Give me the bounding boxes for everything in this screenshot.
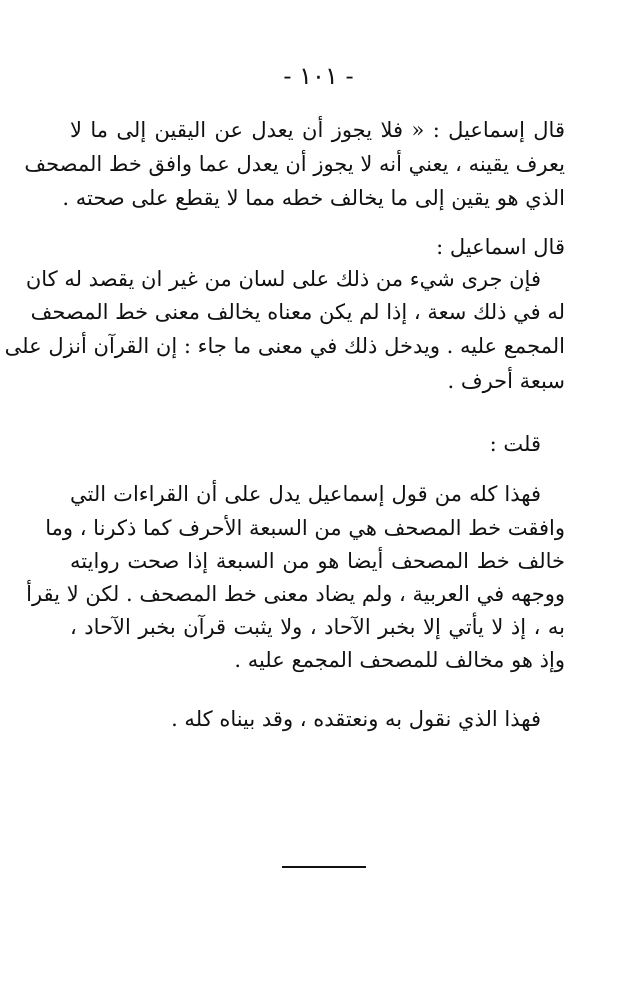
text-line: له في ذلك سعة ، إذا لم يكن معناه يخالف معنى خط المصحف bbox=[30, 300, 565, 324]
end-divider bbox=[282, 866, 366, 868]
text-line: قال إسماعيل : « فلا يجوز أن يعدل عن اليقين إلى ما لا bbox=[70, 118, 565, 142]
text-line: الذي هو يقين إلى ما يخالف خطه مما لا يقطع على صحته . bbox=[62, 186, 565, 210]
text-line: خالف خط المصحف أيضا هو من السبعة إذا صحت روايته bbox=[70, 549, 565, 573]
text-line: يعرف يقينه ، يعني أنه لا يجوز أن يعدل عما وافق خط المصحف bbox=[24, 152, 565, 176]
text-line: وإذ هو مخالف للمصحف المجمع عليه . bbox=[234, 648, 565, 672]
text-line: به ، إذ لا يأتي إلا بخبر الآحاد ، ولا يثبت قرآن بخبر الآحاد ، bbox=[70, 615, 565, 639]
text-line: المجمع عليه . ويدخل ذلك في معنى ما جاء : إن القرآن أنزل على bbox=[4, 334, 565, 358]
text-line: ووجهه في العربية ، ولم يضاد معنى خط المصحف . لكن لا يقرأ bbox=[26, 582, 565, 606]
page-number: - ١٠١ - bbox=[283, 62, 354, 90]
text-line: فهذا كله من قول إسماعيل يدل على أن القراءات التي bbox=[70, 482, 541, 506]
section-heading: قلت : bbox=[489, 432, 541, 456]
section-heading: قال اسماعيل : bbox=[436, 235, 565, 259]
text-line: وافقت خط المصحف هي من السبعة الأحرف كما ذكرنا ، وما bbox=[45, 516, 565, 540]
text-line: سبعة أحرف . bbox=[447, 369, 565, 393]
text-line: فهذا الذي نقول به ونعتقده ، وقد بيناه كله . bbox=[171, 707, 541, 731]
text-line: فإن جرى شيء من ذلك على لسان من غير ان يقصد له كان bbox=[25, 267, 541, 291]
